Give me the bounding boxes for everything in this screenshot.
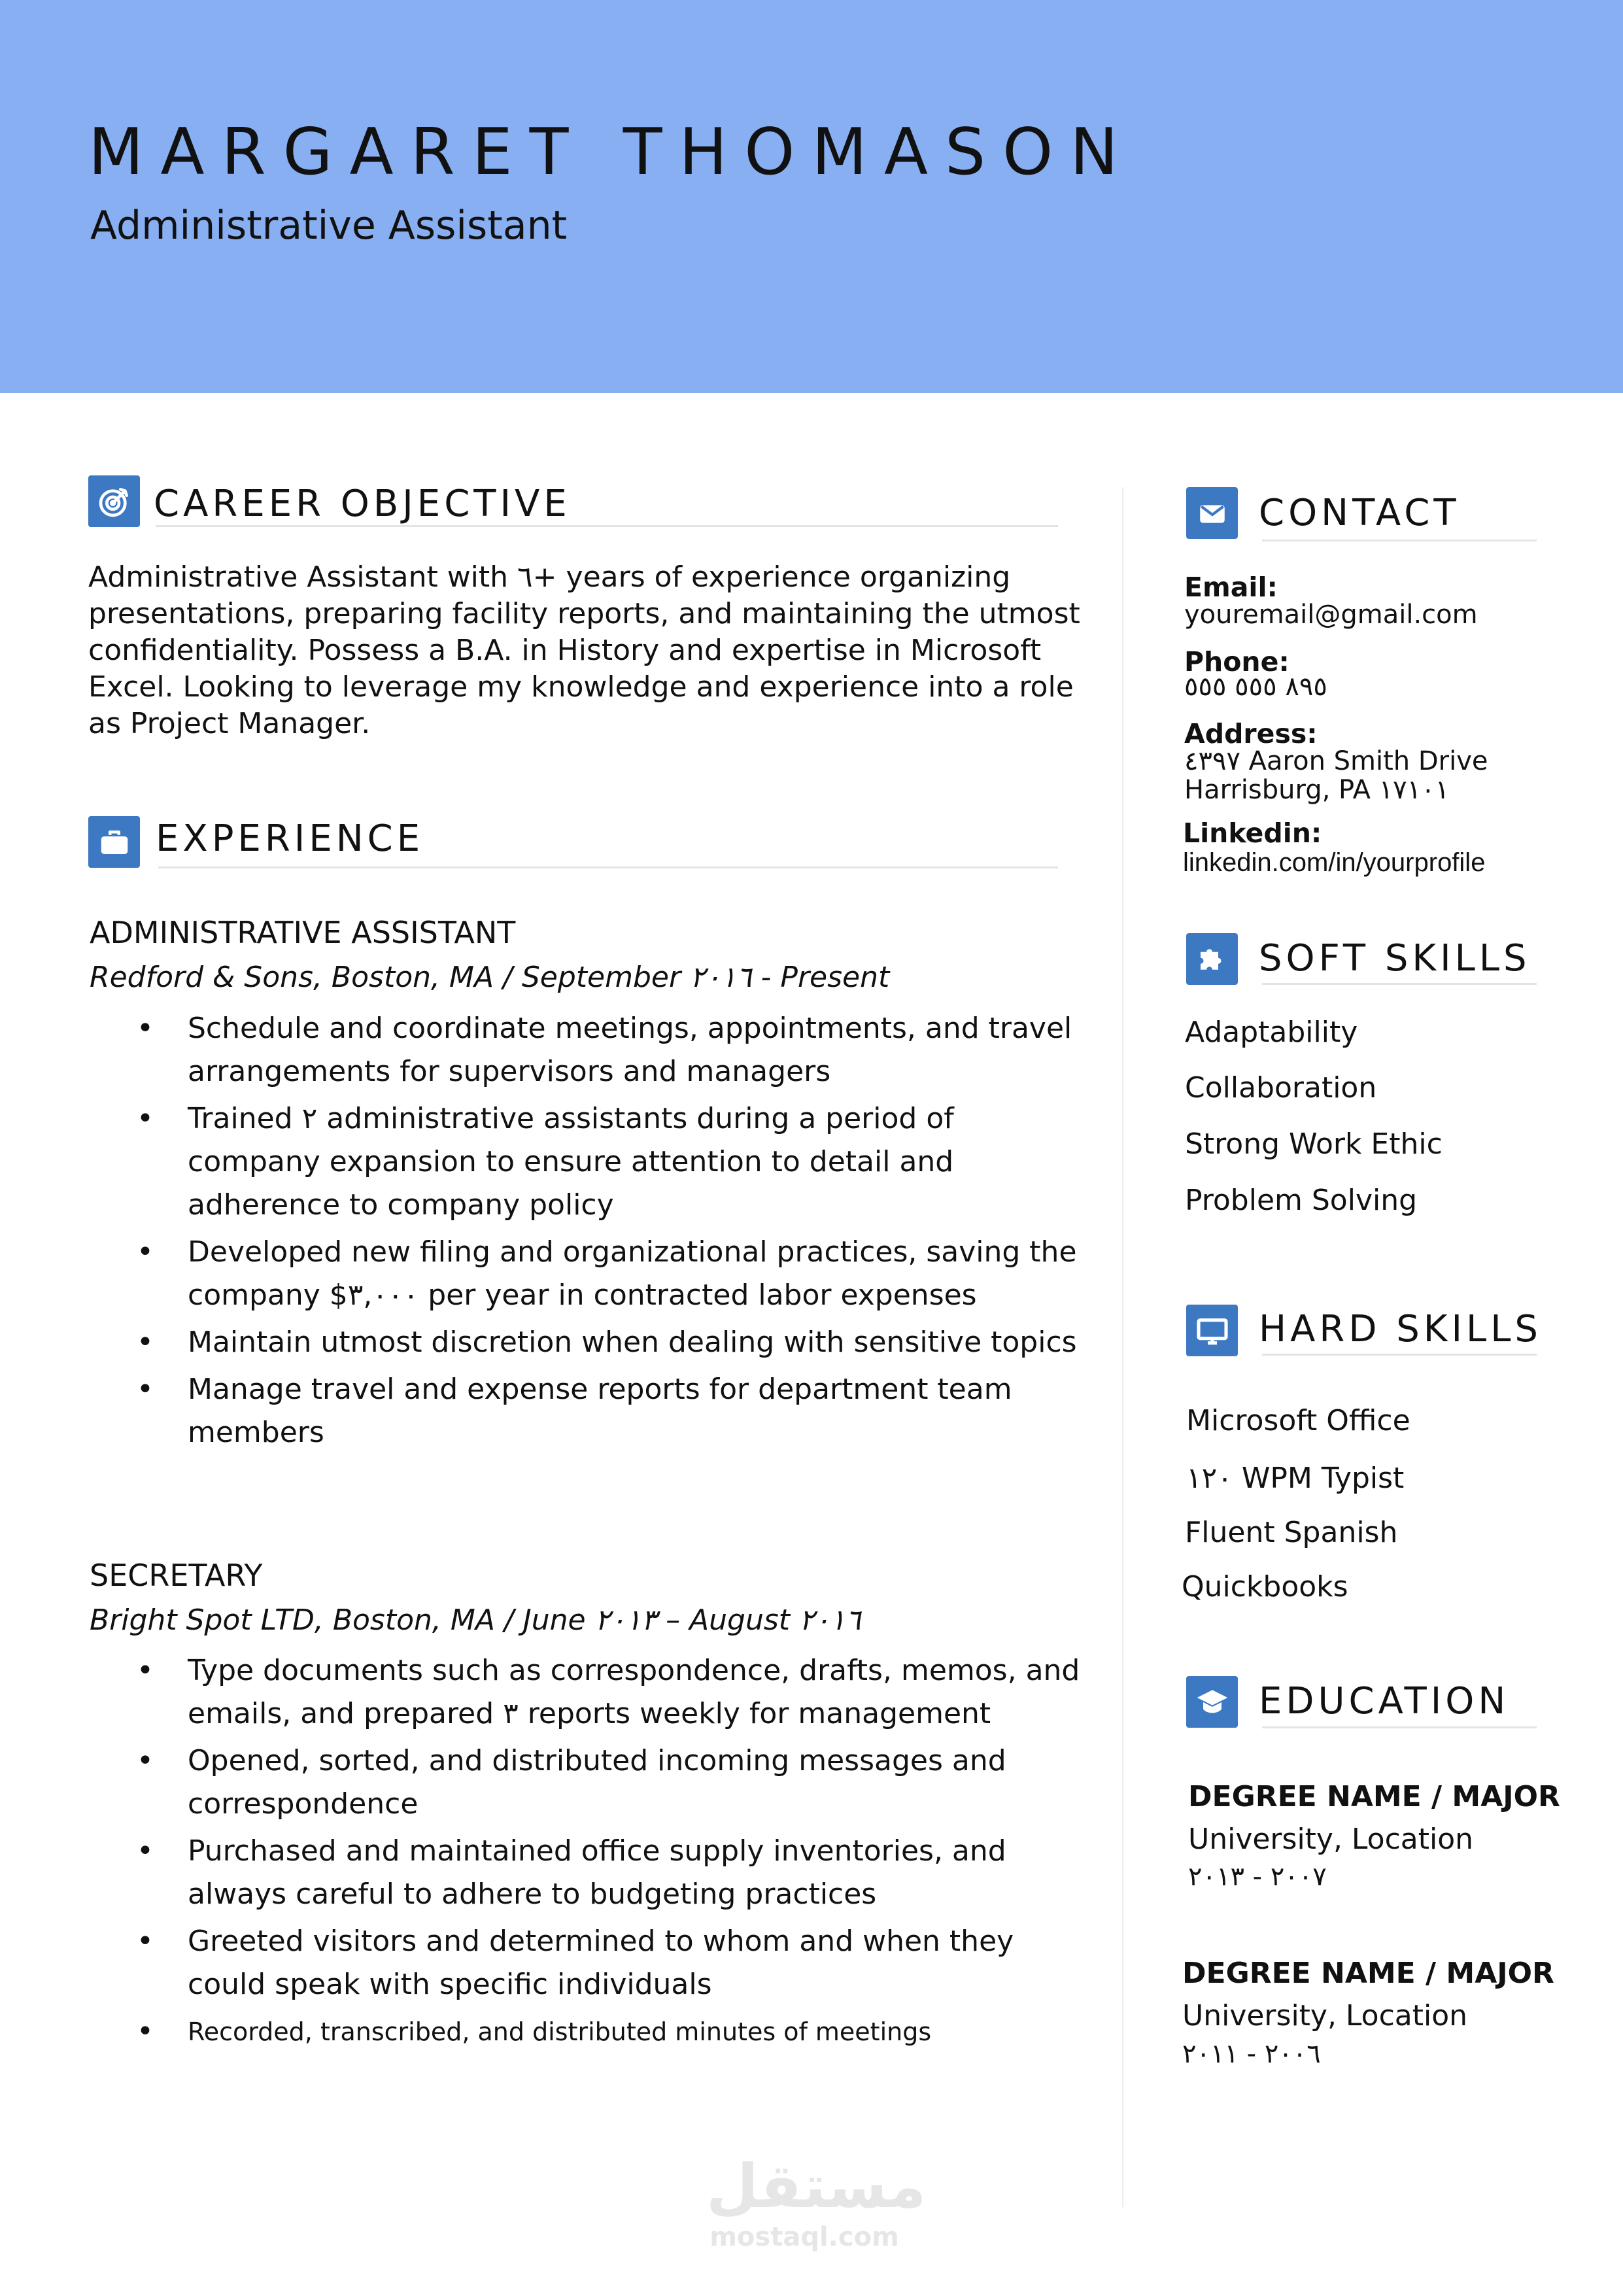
job-subtitle: Redford & Sons, Boston, MA / September ٢٠١٦ - Present [90,961,890,994]
list-item: • Manage travel and expense reports for department team members [90,1368,1090,1454]
target-icon [88,475,140,527]
job-bullet-list [90,1649,1090,2053]
section-rule-soft-skills [1262,983,1537,985]
section-rule-experience [158,866,1058,868]
soft-skill-item: Problem Solving [1185,1184,1418,1217]
watermark-url: mostaql.com [709,2222,899,2252]
section-title-soft-skills: SOFT SKILLS [1259,937,1531,980]
job-title: ADMINISTRATIVE ASSISTANT [90,915,516,950]
contact-linkedin-label: Linkedin: [1183,817,1322,849]
section-rule-education [1262,1726,1537,1728]
column-divider [1122,487,1123,2207]
soft-skill-item: Collaboration [1185,1071,1377,1105]
section-title-education: EDUCATION [1259,1680,1510,1722]
section-title-hard-skills: HARD SKILLS [1259,1308,1542,1350]
soft-skill-item: Adaptability [1185,1016,1358,1049]
list-item: • Schedule and coordinate meetings, appointments, and travel arrangements for supervisors and managers [90,1007,1090,1093]
contact-phone-label: Phone: [1184,646,1290,677]
job-bullet-list [90,1007,1090,1454]
list-item: • Recorded, transcribed, and distributed minutes of meetings [90,2010,1090,2053]
education-university: University, Location [1182,1999,1468,2032]
section-title-experience: EXPERIENCE [156,817,424,860]
education-degree: DEGREE NAME / MAJOR [1182,1957,1554,1990]
list-item: • Greeted visitors and determined to whom and when they could speak with specific individuals [90,1920,1090,2006]
section-title-objective: CAREER OBJECTIVE [154,483,571,525]
list-item: • Trained ٢ administrative assistants during a period of company expansion to ensure attention to detail and adherence to company policy [90,1097,1090,1227]
objective-text: Administrative Assistant with ٦+ years of experience organizing presentations, preparing facility reports, and maintaining the utmost confidentiality. Possess a B.A. in History and expertise in Microsoft Excel. Looking to leverage my knowledge and experience into a role as Project Manager. [88,560,1080,740]
envelope-icon [1186,487,1238,539]
watermark-logo: مستقل [706,2151,927,2221]
graduation-cap-icon [1186,1676,1238,1728]
contact-linkedin: linkedin.com/in/yourprofile [1183,848,1486,877]
candidate-name: MARGARET THOMASON [88,115,1135,190]
education-university: University, Location [1188,1823,1474,1856]
monitor-icon [1186,1305,1238,1356]
education-years: ٢٠٠٦ - ٢٠١١ [1182,2039,1321,2069]
hard-skill-item: ١٢٠ WPM Typist [1186,1462,1405,1495]
puzzle-icon [1186,933,1238,985]
contact-email: youremail@gmail.com [1184,600,1478,630]
section-rule-hard-skills [1262,1354,1537,1356]
hard-skill-item: Fluent Spanish [1185,1516,1398,1549]
section-title-contact: CONTACT [1259,492,1460,534]
list-item: • Maintain utmost discretion when dealing with sensitive topics [90,1321,1090,1364]
contact-address-line1: ٤٣٩٧ Aaron Smith Drive [1184,746,1488,776]
hard-skill-item: Microsoft Office [1186,1404,1410,1437]
job-title: SECRETARY [90,1558,263,1593]
hard-skill-item: Quickbooks [1182,1570,1348,1603]
list-item: • Developed new filing and organizational practices, saving the company $٣,٠٠٠ per year in contracted labor expenses [90,1231,1090,1317]
contact-email-label: Email: [1184,572,1278,603]
briefcase-icon [88,816,140,868]
contact-phone: ٨٩٥ ٥٥٥ ٥٥٥ [1184,672,1327,702]
section-rule-objective [156,525,1058,527]
list-item: • Purchased and maintained office supply inventories, and always careful to adhere to budgeting practices [90,1830,1090,1916]
job-subtitle: Bright Spot LTD, Boston, MA / June ٢٠١٣ – August ٢٠١٦ [90,1603,861,1637]
education-years: ٢٠٠٧ - ٢٠١٣ [1188,1862,1327,1892]
section-rule-contact [1262,540,1537,541]
list-item: • Opened, sorted, and distributed incoming messages and correspondence [90,1739,1090,1826]
contact-address-label: Address: [1184,718,1318,749]
candidate-role: Administrative Assistant [90,203,568,248]
soft-skill-item: Strong Work Ethic [1185,1127,1443,1161]
education-degree: DEGREE NAME / MAJOR [1188,1780,1560,1813]
header-band [0,0,1623,393]
list-item: • Type documents such as correspondence, drafts, memos, and emails, and prepared ٣ reports weekly for management [90,1649,1090,1736]
contact-address-line2: Harrisburg, PA ١٧١٠١ [1184,775,1450,805]
